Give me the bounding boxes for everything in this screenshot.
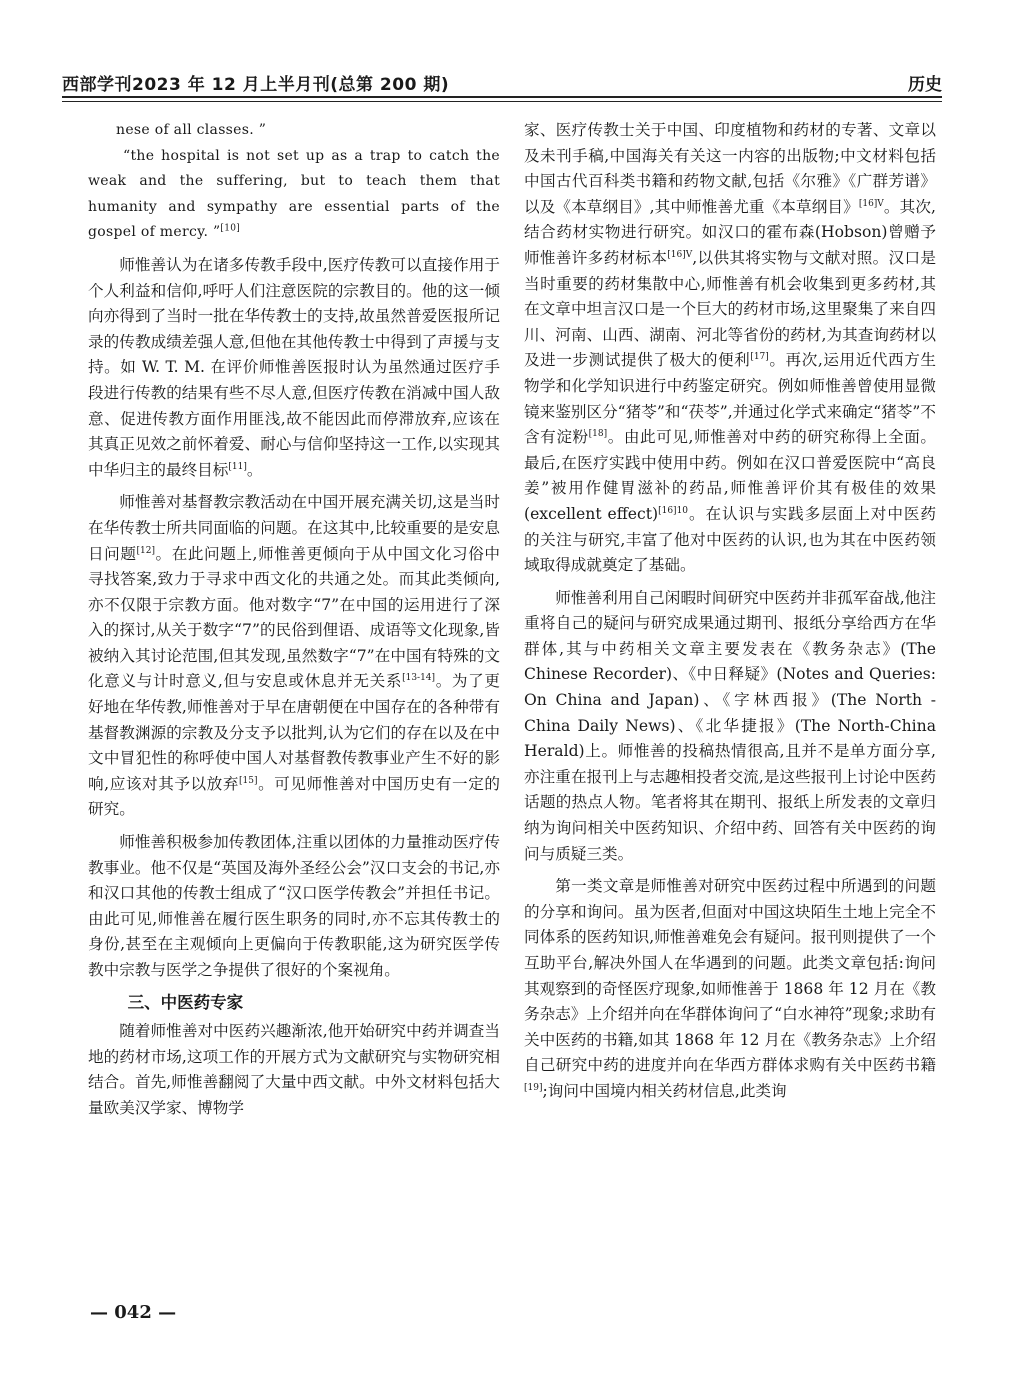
page-number: — 042 — <box>90 1302 177 1323</box>
paragraph <box>524 874 936 1104</box>
header-rule-thick <box>62 96 942 98</box>
paragraph-text: 。由此可见,师惟善对中药的研究称得上全面。最后,在医疗实践中使用中药。例如在汉口普爱医院中“高良姜”被用作健胃滋补的药品,师惟善评价其有极佳的效果(excellent effect) <box>524 428 936 523</box>
citation: [19] <box>524 1082 543 1093</box>
paragraph-text: 。在此问题上,师惟善更倾向于从中国文化习俗中寻找答案,致力于寻求中西文化的共通之处。而其此类倾向,亦不仅限于宗教方面。他对数字“7”在中国的运用进行了深入的探讨,从关于数字“7”的民俗到俚语、成语等文化现象,皆被纳入其讨论范围,但其发现,虽然数字“7”在中国有特殊的文化意义与计时意义,但与安息或休息并无关系 <box>88 544 500 691</box>
quote-continuation: nese of all classes. ” <box>116 122 267 138</box>
citation: [11] <box>228 461 247 472</box>
right-column <box>524 118 936 1105</box>
citation: [16]V <box>858 198 884 209</box>
citation: [16]10 <box>658 505 689 516</box>
citation: [10] <box>220 223 241 234</box>
journal-title: 西部学刊2023 年 12 月上半月刊(总第 200 期) <box>62 75 450 95</box>
paragraph-text: 师惟善对基督教宗教活动在中国开展充满关切,这是当时在华传教士所共同面临的问题。在这其中,比较重要的是安息日问题 <box>88 493 500 563</box>
citation: [12] <box>136 545 155 556</box>
citation: [16]V <box>667 249 693 260</box>
paragraph-text: 。再次,运用近代西方生物学和化学知识进行中药鉴定研究。例如师惟善曾使用显微镜来鉴别区分“猪苓”和“茯苓”,并通过化学式来确定“猪苓”不含有淀粉 <box>524 351 936 447</box>
citation: [18] <box>588 428 608 439</box>
citation: [13-14] <box>402 673 436 684</box>
paragraph-text: 。 <box>246 460 263 479</box>
paragraph-text: 。在认识与实践多层面上对中医药的关注与研究,丰富了他对中医药的认识,也为其在中医药领域取得成就奠定了基础。 <box>524 504 936 575</box>
paragraph-text: ,以供其将实物与文献对照。汉口是当时重要的药材集散中心,师惟善有机会收集到更多药材,其在文章中坦言汉口是一个巨大的药材市场,这里聚集了来自四川、河南、山西、湖南、河北等省份的药材,为其查询药材以及进一步测试提供了极大的便利 <box>524 248 936 370</box>
running-header <box>62 68 942 100</box>
paragraph-text: 。其次,结合药材实物进行研究。如汉口的霍布森(Hobson)曾赠予师惟善许多药材标本 <box>524 197 936 267</box>
paragraph <box>524 118 936 579</box>
section-heading: 三、中医药专家 <box>127 992 244 1012</box>
paragraph-text: 师惟善认为在诸多传教手段中,医疗传教可以直接作用于个人利益和信仰,呼吁人们注意医院的宗教目的。他的这一倾向亦得到了当时一批在华传教士的支持,故虽然普爱医报所记录的传教成绩差强人意,但他在其他传教士中得到了声援与支持。如 W. T. M. 在评价师惟善医报时认为虽然通过医疗手段进行传教的结果有些不尽人意,但医疗传教在消减中国人敌意、促进传教方面作用匪浅,故不能因此而停滞放弃,应该在其真正见效之前怀着爱、耐心与信仰坚持这一工作,以实现其中华归主的最终目标 <box>88 255 500 479</box>
paragraph <box>88 490 500 823</box>
paragraph-text: 家、医疗传教士关于中国、印度植物和药材的专著、文章以及未刊手稿,中国海关有关这一内容的出版物;中文材料包括中国古代百科类书籍和药物文献,包括《尔雅》《广群芳谱》以及《本草纲目》,其中师惟善尤重《本草纲目》 <box>524 121 936 216</box>
header-rule-thin <box>62 101 942 102</box>
paragraph-text: 。为了更好地在华传教,师惟善对于早在唐朝便在中国存在的各种带有基督教渊源的宗教及分支予以批判,认为它们的存在以及在中文中冒犯性的称呼使中国人对基督教传教事业产生不好的影响,应该对其予以放弃 <box>88 672 500 793</box>
paragraph-text: 第一类文章是师惟善对研究中医药过程中所遇到的问题的分享和询问。虽为医者,但面对中国这块陌生土地上完全不同体系的医药知识,师惟善难免会有疑问。报刊则提供了一个互助平台,解决外国人在华遇到的问题。此类文章包括:询问其观察到的奇怪医疗现象,如师惟善于 1868 年 12 月在《教务杂志》上介绍并向在华群体询问了“白水神符”现象;求助有关中医药的书籍,如其 1868 年 12 月在《教务杂志》上介绍自己研究中药的进度并向在华西方群体求购有关中医药书籍 <box>524 877 936 1075</box>
section-name: 历史 <box>908 75 942 95</box>
paragraph <box>88 253 500 483</box>
paragraph-text: 。可见师惟善对中国历史有一定的研究。 <box>88 774 500 819</box>
citation: [15] <box>239 775 258 786</box>
quote-block <box>88 144 500 246</box>
paragraph: 随着师惟善对中医药兴趣渐浓,他开始研究中药并调查当地的药材市场,这项工作的开展方式为文献研究与实物研究相结合。首先,师惟善翻阅了大量中西文献。中外文材料包括大量欧美汉学家、博物学 <box>88 1022 500 1117</box>
quote-text: “the hospital is not set up as a trap to catch the weak and the suffering, but to teach them that humanity and sympathy are essential parts of the gospel of mercy. ” <box>88 147 500 241</box>
left-column <box>88 118 500 1122</box>
paragraph-text: ;询问中国境内相关药材信息,此类询 <box>542 1081 787 1100</box>
citation: [17] <box>750 352 769 363</box>
paragraph: 师惟善积极参加传教团体,注重以团体的力量推动医疗传教事业。他不仅是“英国及海外圣经公会”汉口支会的书记,亦和汉口其他的传教士组成了“汉口医学传教会”并担任书记。由此可见,师惟善在履行医生职务的同时,亦不忘其传教士的身份,甚至在主观倾向上更偏向于传教职能,这为研究医学传教中宗教与医学之争提供了很好的个案视角。 <box>88 833 500 979</box>
paragraph: 师惟善利用自己闲暇时间研究中医药并非孤军奋战,他注重将自己的疑问与研究成果通过期刊、报纸分享给西方在华群体,其与中药相关文章主要发表在《教务杂志》(The Chinese Recorder)、《中日释疑》(Notes and Queries: On China and Japan)、《字林西报》(The North - China Daily News)、《北华捷报》(The North-China Herald)上。师惟善的投稿热情很高,且并不是单方面分享,亦注重在报刊上与志趣相投者交流,是这些报刊上讨论中医药话题的热点人物。笔者将其在期刊、报纸上所发表的文章归纳为询问相关中医药知识、介绍中药、回答有关中医药的询问与质疑三类。 <box>524 588 936 863</box>
